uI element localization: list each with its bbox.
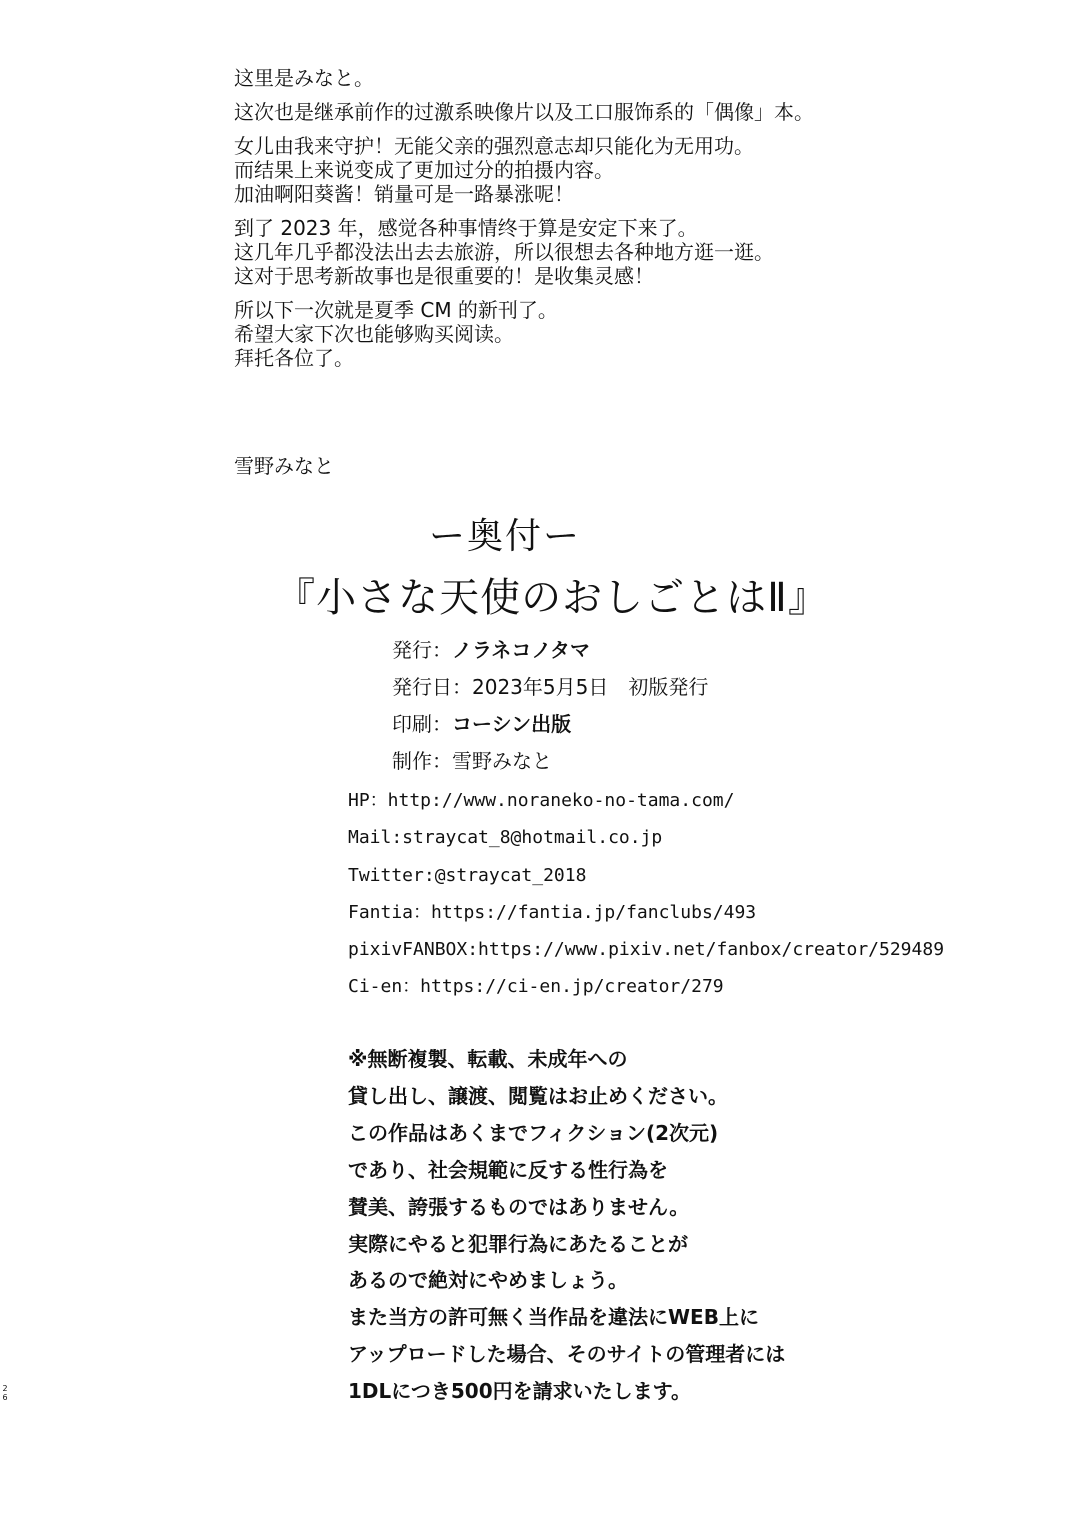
notice-line: あるので絶対にやめましょう。 xyxy=(348,1268,628,1293)
afterword-paragraph-4 xyxy=(234,216,954,288)
link-fantia: Fantia：https://fantia.jp/fanclubs/493 xyxy=(348,901,757,923)
contact-links xyxy=(348,782,944,1006)
afterword-line: 这几年几乎都没法出去去旅游，所以很想去各种地方逛一逛。 xyxy=(234,240,774,264)
notice-line: 賛美、誇張するものではありません。 xyxy=(348,1194,690,1219)
link-homepage: HP：http://www.noraneko-no-tama.com/ xyxy=(348,790,735,811)
credit-label: 印刷： xyxy=(392,712,452,736)
afterword-paragraph-1 xyxy=(234,66,954,90)
notice-line: であり、社会規範に反する性行為を xyxy=(348,1157,668,1182)
notice-line: 実際にやると犯罪行為にあたることが xyxy=(348,1231,688,1256)
afterword-line: 到了 2023 年，感觉各种事情终于算是安定下来了。 xyxy=(234,216,698,240)
afterword-paragraph-3 xyxy=(234,134,954,206)
credit-printer xyxy=(392,706,708,743)
notice-line: また当方の許可無く当作品を違法にWEB上に xyxy=(348,1305,759,1330)
credit-publisher xyxy=(392,632,708,669)
notice-line: 貸し出し、譲渡、閲覧はお止めください。 xyxy=(348,1083,728,1108)
link-pixiv-fanbox: pixivFANBOX:https://www.pixiv.net/fanbox/creator/529489 xyxy=(348,939,945,961)
colophon-heading: ー奥付ー xyxy=(428,516,581,557)
afterword-line: 拜托各位了。 xyxy=(234,346,354,370)
credit-label: 発行： xyxy=(392,638,452,662)
page-number-digit: 6 xyxy=(2,1393,8,1402)
author-signature: 雪野みなと xyxy=(234,454,334,478)
afterword-paragraph-5 xyxy=(234,298,954,370)
credits-list xyxy=(392,632,708,780)
link-ci-en: Ci-en：https://ci-en.jp/creator/279 xyxy=(348,976,724,998)
afterword-line: 加油啊阳葵酱！销量可是一路暴涨呢！ xyxy=(234,182,574,206)
afterword-line: 这对于思考新故事也是很重要的！是收集灵感！ xyxy=(234,264,654,288)
credit-publish-date xyxy=(392,669,708,706)
afterword-line: 这次也是继承前作的过激系映像片以及工口服饰系的「偶像」本。 xyxy=(234,100,814,124)
afterword-line: 希望大家下次也能够购买阅读。 xyxy=(234,322,514,346)
afterword-line: 而结果上来说变成了更加过分的拍摄内容。 xyxy=(234,158,614,182)
afterword-line: 所以下一次就是夏季 CM 的新刊了。 xyxy=(234,298,558,322)
afterword-line: 这里是みなと。 xyxy=(234,66,374,90)
credit-author xyxy=(392,743,708,780)
credit-value: ノラネコノタマ xyxy=(452,638,590,662)
notice-line: ※無断複製、転載、未成年への xyxy=(348,1047,628,1071)
credit-value: コーシン出版 xyxy=(452,712,572,736)
credit-label: 発行日： xyxy=(392,675,472,699)
credit-label: 制作： xyxy=(392,749,452,773)
page-number xyxy=(1,1384,9,1402)
credit-value: 2023年5月5日 初版発行 xyxy=(472,675,709,699)
credit-value: 雪野みなと xyxy=(452,749,552,773)
page-number-digit: 2 xyxy=(2,1384,8,1393)
afterword-line: 女儿由我来守护！无能父亲的强烈意志却只能化为无用功。 xyxy=(234,134,754,158)
notice-line: アップロードした場合、そのサイトの管理者には xyxy=(348,1342,786,1367)
afterword xyxy=(234,66,954,380)
afterword-paragraph-2 xyxy=(234,100,954,124)
notice-line: 1DLにつき500円を請求いたします。 xyxy=(348,1379,692,1404)
link-mail: Mail:straycat_8@hotmail.co.jp xyxy=(348,827,663,849)
notice-line: この作品はあくまでフィクション(2次元) xyxy=(348,1120,719,1145)
book-title: 『小さな天使のおしごとはⅡ』 xyxy=(275,575,829,621)
legal-notice xyxy=(348,1041,785,1410)
link-twitter: Twitter:@straycat_2018 xyxy=(348,864,587,886)
